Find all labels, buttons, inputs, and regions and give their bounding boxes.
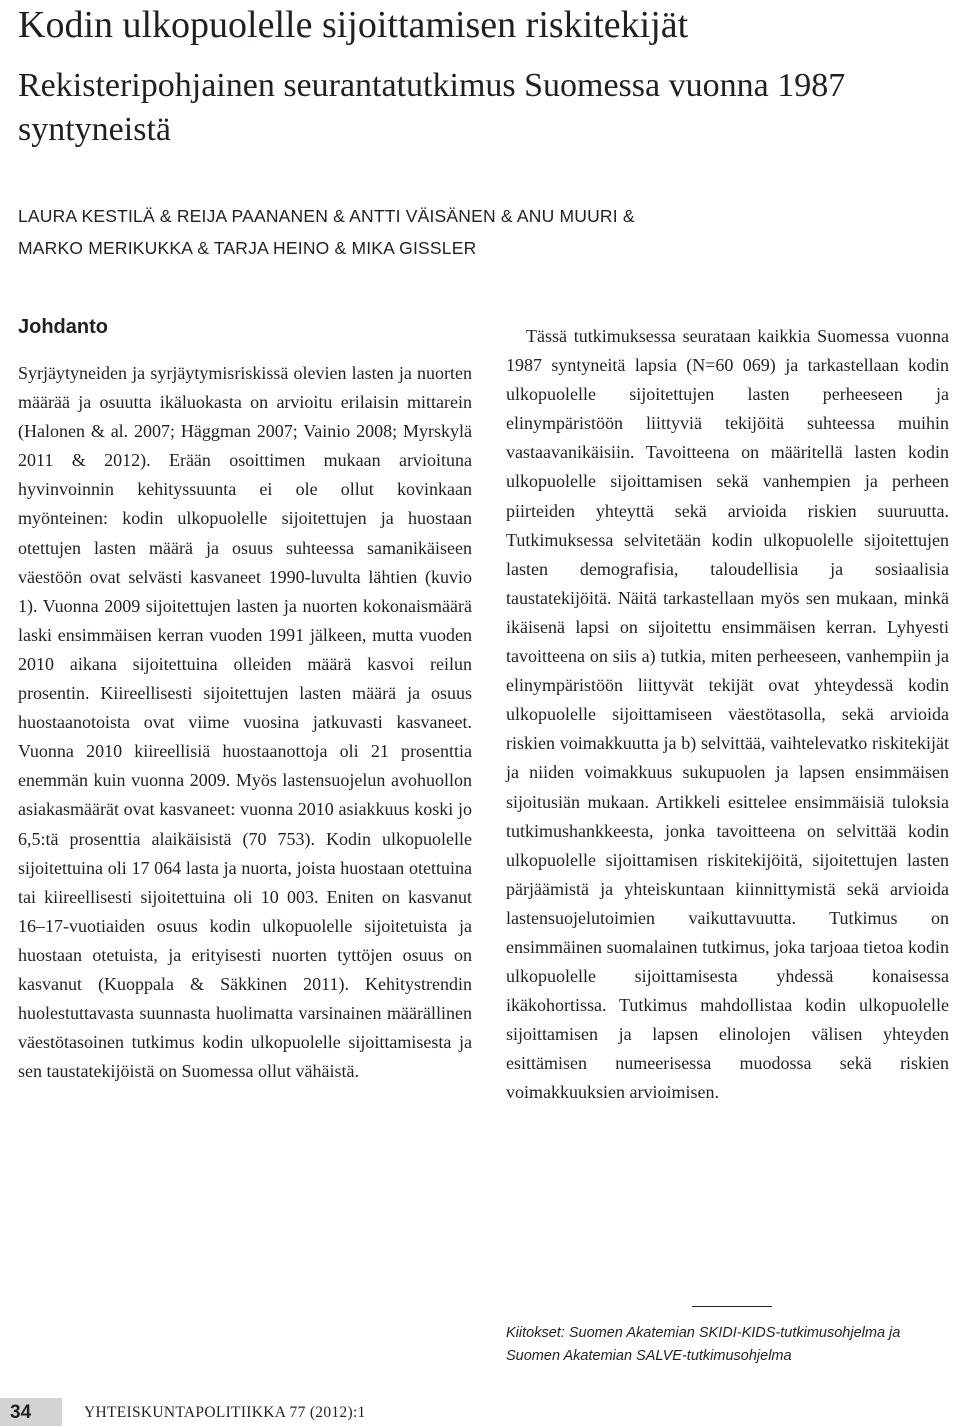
section-heading: Johdanto xyxy=(18,316,108,338)
left-column xyxy=(18,313,472,1086)
author-line-1: LAURA KESTILÄ & REIJA PAANANEN & ANTTI VÄISÄNEN & ANU MUURI & xyxy=(18,206,635,226)
page-number: 34 xyxy=(0,1398,62,1426)
journal-name: YHTEISKUNTAPOLITIIKKA 77 (2012):1 xyxy=(84,1404,366,1421)
author-list xyxy=(18,200,918,264)
right-column xyxy=(506,322,949,1108)
intro-paragraph: Syrjäytyneiden ja syrjäytymisriskissä olevien lasten ja nuorten määrää ja osuutta ikäluokasta on arvioitu erilaisin mittarein (Halonen & al. 2007; Häggman 2007; Vainio 2008; Myrskylä 2011 & 2012). Erään osoittimen mukaan arvioituna hyvinvoinnin kehityssuunta ei ole ollut kovinkaan myönteinen: kodin ulkopuolelle sijoitettujen ja huostaan otettujen lasten määrä ja osuus suhteessa samanikäiseen väestöön ovat selvästi kasvaneet 1990-luvulta lähtien (kuvio 1). Vuonna 2009 sijoitettujen lasten ja nuorten kokonaismäärä laski ensimmäisen kerran vuoden 1991 jälkeen, mutta vuoden 2010 aikana sijoitettuina olleiden määrä kasvoi reilun prosentin. Kiireellisesti sijoitettujen lasten määrä ja osuus huostaanotoista ovat viime vuosina jatkuvasti kasvaneet. Vuonna 2010 kiireellisiä huostaanottoja oli 21 prosenttia enemmän kuin vuonna 2009. Myös lastensuojelun avohuollon asiakasmäärät ovat kasvaneet: vuonna 2010 asiakkuus koski jo 6,5:tä prosenttia alaikäisistä (70 753). Kodin ulkopuolelle sijoitettuina oli 17 064 lasta ja nuorta, joista huostaan otettuina tai kiireellisesti sijoitettuina oli 10 003. Eniten on kasvanut 16–17-vuotiaiden osuus kodin ulkopuolelle sijoitetuista ja huostaan otetuista, ja erityisesti nuorten tyttöjen osuus on kasvanut (Kuoppala & Säkkinen 2011). Kehitystrendin huolestuttavasta suunnasta huolimatta varsinainen määrällinen väestötasoinen tutkimus kodin ulkopuolelle sijoittamisesta ja sen taustatekijöistä on Suomessa ollut vähäistä. xyxy=(18,363,472,1082)
acknowledgements-footnote: Kiitokset: Suomen Akatemian SKIDI-KIDS-tutkimusohjelma ja Suomen Akatemian SALVE-tutkimusohjelma xyxy=(506,1325,901,1364)
footnote-divider xyxy=(692,1306,772,1307)
aims-paragraph: Tässä tutkimuksessa seurataan kaikkia Suomessa vuonna 1987 syntyneitä lapsia (N=60 069) ja tarkastellaan kodin ulkopuolelle sijoitettujen lasten perheeseen ja elinympäristöön liittyviä tekijöitä suhteessa muihin vastaavanikäisiin. Tavoitteena on määritellä lasten kodin ulkopuolelle sijoittamisen sekä vanhempien ja perheen piirteiden yhteyttä sekä arvioida riskien suuruutta. Tutkimuksessa selvitetään kodin ulkopuolelle sijoitettujen lasten demografisia, taloudellisia ja sosiaalisia taustatekijöitä. Näitä tarkastellaan myös sen mukaan, minkä ikäisenä lapsi on sijoitettu ensimmäisen kerran. Lyhyesti tavoitteena on siis a) tutkia, miten perheeseen, vanhempiin ja elinympäristöön liittyvät tekijät ovat yhteydessä kodin ulkopuolelle sijoittamiseen väestötasolla, sekä arvioida riskien voimakkuutta ja b) selvittää, vaihtelevatko riskitekijät ja niiden voimakkuus sukupuolen ja lapsen ensimmäisen sijoitusiän mukaan. Artikkeli esittelee ensimmäisiä tuloksia tutkimushankkeesta, jonka tavoitteena on selvittää kodin ulkopuolelle sijoittamisen riskitekijöitä, sijoitettujen lasten pärjäämistä ja yhteiskuntaan kiinnittymistä sekä arvioida lastensuojelutoimien vaikuttavuutta. Tutkimus on ensimmäinen suomalainen tutkimus, joka tarjoaa tietoa kodin ulkopuolelle sijoittamisesta yhdessä konaisessa ikäkohortissa. Tutkimus mahdollistaa kodin ulkopuolelle sijoittamisen ja lapsen elinolojen välisen yhteyden esittämisen numeerisessa muodossa sekä riskien voimakkuuksien arvioimisen. xyxy=(506,326,949,1103)
author-line-2: MARKO MERIKUKKA & TARJA HEINO & MIKA GISSLER xyxy=(18,238,477,258)
article-title: Kodin ulkopuolelle sijoittamisen riskitekijät xyxy=(18,4,689,46)
article-subtitle: Rekisteripohjainen seurantatutkimus Suomessa vuonna 1987 syntyneistä xyxy=(18,67,846,148)
